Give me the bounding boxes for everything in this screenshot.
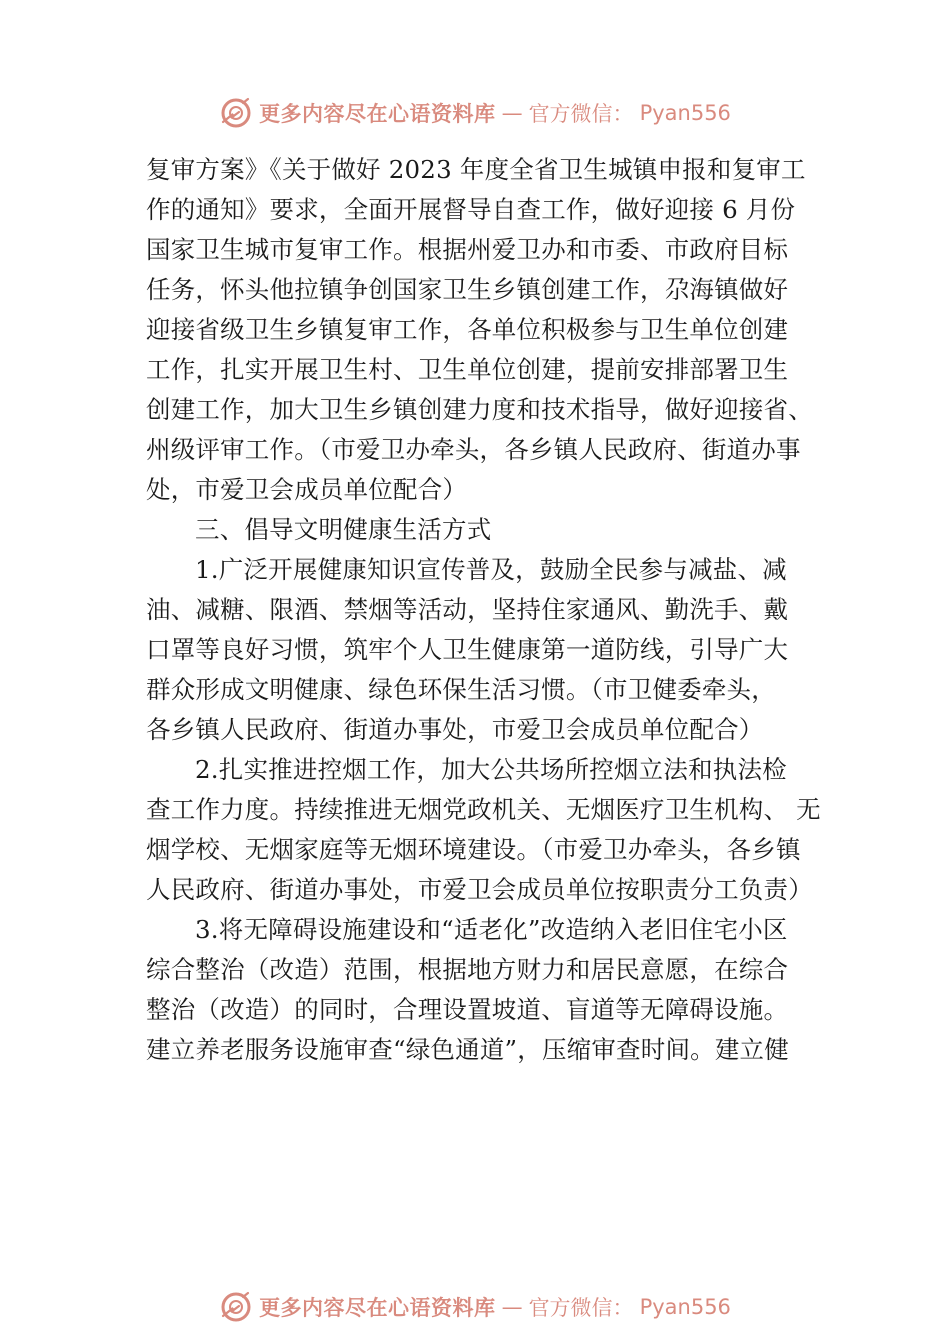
text-line: 查工作力度。持续推进无烟党政机关、无烟医疗卫生机构、 无 xyxy=(146,795,821,824)
paragraph-start: 1.广泛开展健康知识宣传普及，鼓励全民参与减盐、减 xyxy=(195,555,787,584)
watermark-label: 官方微信： xyxy=(528,102,634,126)
text-line: 油、减糖、限酒、禁烟等活动，坚持住家通风、勤洗手、戴 xyxy=(146,595,789,624)
header-watermark xyxy=(0,96,950,130)
text-line: 复审方案》《关于做好 2023 年度全省卫生城镇申报和复审工 xyxy=(146,155,806,184)
text-line: 综合整治（改造）范围，根据地方财力和居民意愿，在综合 xyxy=(146,955,789,984)
section-heading: 三、倡导文明健康生活方式 xyxy=(195,515,492,544)
watermark-label: 官方微信： xyxy=(528,1296,634,1320)
text-line: 群众形成文明健康、绿色环保生活习惯。（市卫健委牵头， xyxy=(146,675,776,704)
text-line: 迎接省级卫生乡镇复审工作，各单位积极参与卫生单位创建 xyxy=(146,315,789,344)
text-line: 整治（改造）的同时，合理设置坡道、盲道等无障碍设施。 xyxy=(146,995,789,1024)
text-line: 烟学校、无烟家庭等无烟环境建设。（市爱卫办牵头，各乡镇 xyxy=(146,835,801,864)
watermark-brand: 更多内容尽在心语资料库 xyxy=(259,101,496,126)
text-line: 国家卫生城市复审工作。根据州爱卫办和市委、市政府目标 xyxy=(146,235,789,264)
watermark-dash: — xyxy=(501,101,523,125)
text-line: 工作，扎实开展卫生村、卫生单位创建，提前安排部署卫生 xyxy=(146,355,789,384)
watermark-brand: 更多内容尽在心语资料库 xyxy=(259,1295,496,1320)
watermark-dash: — xyxy=(501,1295,523,1319)
paragraph-start: 2.扎实推进控烟工作，加大公共场所控烟立法和执法检 xyxy=(195,755,787,784)
text-line: 创建工作，加大卫生乡镇创建力度和技术指导，做好迎接省、 xyxy=(146,395,813,424)
brand-logo-icon xyxy=(219,1290,253,1324)
text-line: 各乡镇人民政府、街道办事处，市爱卫会成员单位配合） xyxy=(146,715,764,744)
brand-logo-icon xyxy=(219,96,253,130)
watermark-wechat-id: Pyan556 xyxy=(639,1295,731,1319)
text-line: 口罩等良好习惯，筑牢个人卫生健康第一道防线，引导广大 xyxy=(146,635,789,664)
document-body xyxy=(146,150,836,1070)
text-line: 作的通知》要求，全面开展督导自查工作，做好迎接 6 月份 xyxy=(146,195,796,224)
text-line: 州级评审工作。（市爱卫办牵头，各乡镇人民政府、街道办事 xyxy=(146,435,801,464)
paragraph-start: 3.将无障碍设施建设和“适老化”改造纳入老旧住宅小区 xyxy=(195,915,788,944)
text-line: 处，市爱卫会成员单位配合） xyxy=(146,475,468,504)
text-line: 建立养老服务设施审查“绿色通道”，压缩审查时间。建立健 xyxy=(146,1035,789,1064)
watermark-wechat-id: Pyan556 xyxy=(639,101,731,125)
footer-watermark xyxy=(0,1290,950,1324)
text-line: 任务，怀头他拉镇争创国家卫生乡镇创建工作，尕海镇做好 xyxy=(146,275,789,304)
text-line: 人民政府、街道办事处，市爱卫会成员单位按职责分工负责） xyxy=(146,875,813,904)
